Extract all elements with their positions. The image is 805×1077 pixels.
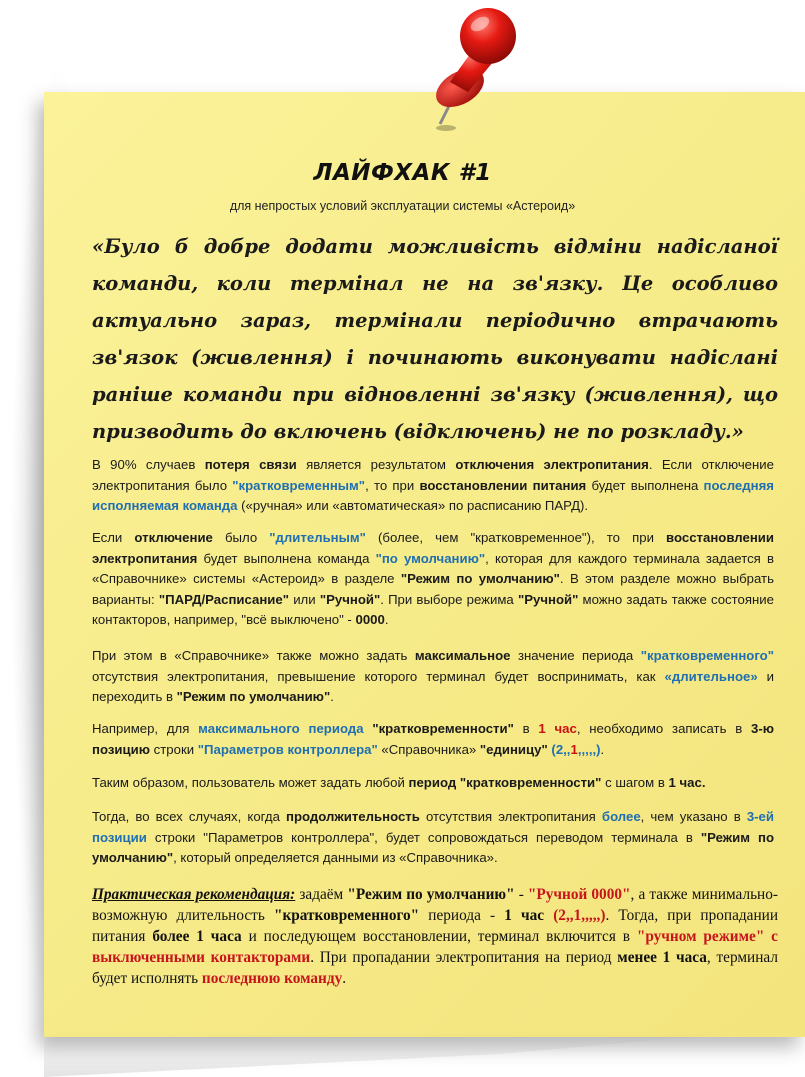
paragraph-4: Например, для максимального периода "кратковременности" в 1 час, необходимо записать в 3-ю позицию строки "Параметров контроллера" «Справочника» "единицу" (2,,1,,,,,). xyxy=(92,721,774,757)
paragraph-2: Если отключение было "длительным" (более, чем "кратковременное"), то при восстановлении электропитания будет выполнена команда "по умолчанию", которая для каждого терминала задается в «Справочнике» системы «Астероид» в разделе "Режим по умолчанию". В этом разделе можно выбрать варианты: "ПАРД/Расписание" или "Ручной". При выборе режима "Ручной" можно задать также состояние контакторов, например, "всё выключено" - 0000. xyxy=(92,530,774,627)
practical-recommendation: Практическая рекомендация: задаём "Режим по умолчанию" - "Ручной 0000", а также минимально-возможную длительность "кратковременного" периода - 1 час (2,,1,,,,,). Тогда, при пропадании питания более 1 часа и последующем восстановлении, терминал включится в "ручном режиме" с выключенными контакторами. При пропадании электропитания на период менее 1 часа, терминал будет исполнять последнюю команду. xyxy=(92,886,779,987)
push-pin-icon xyxy=(410,0,520,135)
paragraph-3: При этом в «Справочнике» также можно задать максимальное значение периода "кратковременного" отсутствия электропитания, превышение которого терминал будет воспринимать, как «длительное» и переходить в "Режим по умолчанию". xyxy=(92,648,774,704)
paragraph-5: Таким образом, пользователь может задать любой период "кратковременности" с шагом в 1 час. xyxy=(92,775,706,790)
note-curl-shadow xyxy=(44,1000,805,1077)
page-subtitle: для непростых условий эксплуатации системы «Астероид» xyxy=(229,199,576,213)
paragraph-6: Тогда, во всех случаях, когда продолжительность отсутствия электропитания более, чем указано в 3-ей позиции строки "Параметров контроллера", будет сопровождаться переводом терминала в "Режим по умолчанию", который определяется данными из «Справочника». xyxy=(92,809,774,865)
paragraph-1: В 90% случаев потеря связи является результатом отключения электропитания. Если отключение электропитания было "кратковременным", то при восстановлении питания будет выполнена последняя исполняемая команда («ручная» или «автоматическая» по расписанию ПАРД). xyxy=(92,457,775,513)
customer-quote: «Було б добре додати можливість відміни надісланої команди, коли термінал не на зв'язку. Це особливо актуально зараз, термінали періодично втрачають зв'язок (живлення) і починають виконувати надіслані раніше команди при відновленні зв'язку (живлення), що призводить до включень (відключень) не по розкладу.» xyxy=(92,235,778,443)
page-title: ЛАЙФХАК #1 xyxy=(313,160,492,186)
